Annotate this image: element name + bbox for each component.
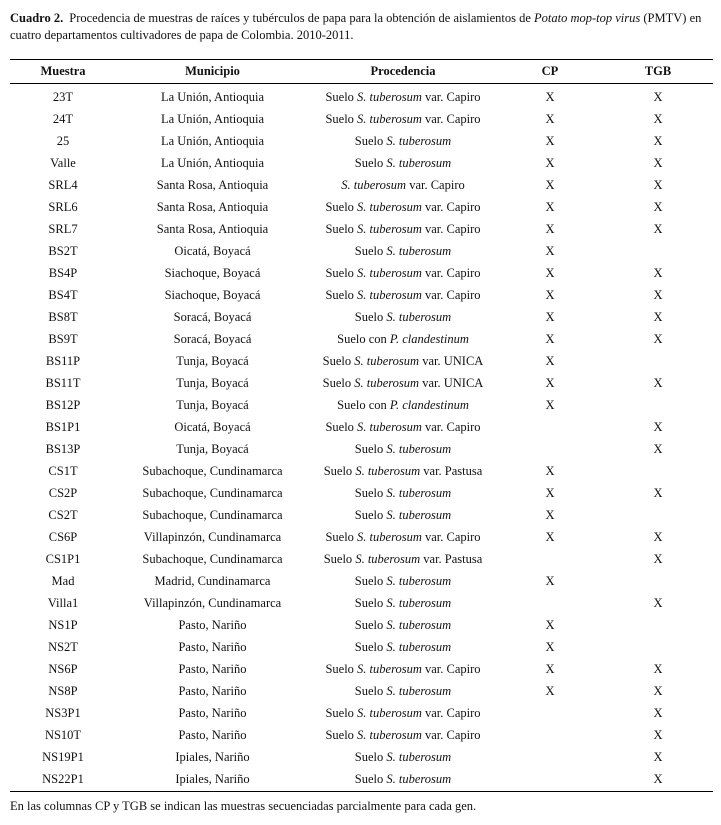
table-row [10,768,713,792]
header-row [10,60,713,84]
cell-municipio: La Unión, Antioquia [160,111,265,126]
cell-municipio: Subachoque, Cundinamarca [142,485,283,500]
procedencia-species: S. tuberosum [386,485,452,500]
cell-municipio: Subachoque, Cundinamarca [142,463,283,478]
cell-tgb: X [653,265,663,280]
cell-procedencia [309,306,497,328]
procedencia-suffix: var. Capiro [406,177,465,192]
procedencia-suffix: var. Pastusa [420,463,483,478]
procedencia-prefix: Suelo [354,683,387,698]
cell-muestra: CS2T [48,507,78,522]
procedencia-species: S. tuberosum [355,551,421,566]
cell-tgb: X [653,683,663,698]
header-muestra: Muestra [10,60,116,84]
procedencia-prefix: Suelo [325,111,358,126]
cell-procedencia [309,592,497,614]
cell-muestra: NS3P1 [45,705,81,720]
cell-tgb: X [653,441,663,456]
cell-municipio: Soracá, Boyacá [173,309,252,324]
cell-procedencia [309,350,497,372]
procedencia-suffix: var. Capiro [421,265,481,280]
cell-tgb: X [653,155,663,170]
cell-tgb [603,240,713,262]
table-caption [10,10,713,44]
table-row [10,196,713,218]
procedencia-suffix: var. Capiro [421,287,481,302]
cell-muestra: Valle [50,155,76,170]
table-row [10,680,713,702]
cell-tgb [603,350,713,372]
cell-procedencia [309,504,497,526]
cell-cp: X [545,89,555,104]
cell-tgb [603,504,713,526]
cell-tgb: X [653,595,663,610]
cell-muestra: BS12P [45,397,81,412]
table-row [10,262,713,284]
procedencia-species: S. tuberosum [386,507,452,522]
caption-text-before: Procedencia de muestras de raíces y tubérculos de papa para la obtención de aislamientos de [69,11,535,25]
table-row [10,438,713,460]
procedencia-suffix: var. Capiro [421,89,481,104]
cell-procedencia [309,394,497,416]
cell-procedencia [309,768,497,792]
procedencia-suffix: var. Pastusa [420,551,483,566]
cell-muestra: NS6P [48,661,78,676]
cell-muestra: BS9T [48,331,78,346]
cell-tgb: X [653,727,663,742]
procedencia-species: S. tuberosum [357,89,422,104]
procedencia-prefix: Suelo [325,727,358,742]
cell-municipio: La Unión, Antioquia [160,89,265,104]
table-row [10,284,713,306]
table-row [10,174,713,196]
cell-muestra: CS2P [48,485,78,500]
cell-cp: X [545,639,555,654]
cell-procedencia [309,130,497,152]
cell-cp: X [545,287,555,302]
cell-municipio: Villapinzón, Cundinamarca [143,529,282,544]
procedencia-suffix: var. Capiro [421,111,481,126]
procedencia-suffix: var. Capiro [421,727,481,742]
procedencia-suffix: var. Capiro [421,221,481,236]
cell-cp [497,702,603,724]
cell-tgb: X [653,287,663,302]
procedencia-suffix: var. UNICA [419,375,484,390]
table-row [10,328,713,350]
table-row [10,658,713,680]
cell-municipio: Subachoque, Cundinamarca [142,551,283,566]
cell-tgb: X [653,89,663,104]
table-row [10,724,713,746]
procedencia-suffix: var. UNICA [419,353,484,368]
procedencia-prefix: Suelo [325,221,358,236]
cell-tgb: X [653,705,663,720]
cell-municipio: Oicatá, Boyacá [174,419,251,434]
cell-muestra: NS2T [48,639,78,654]
cell-cp: X [545,353,555,368]
cell-cp: X [545,573,555,588]
cell-tgb: X [653,529,663,544]
cell-muestra: BS4P [48,265,78,280]
procedencia-species: S. tuberosum [386,133,452,148]
cell-procedencia [309,724,497,746]
cell-municipio: Subachoque, Cundinamarca [142,507,283,522]
cell-procedencia [309,746,497,768]
cell-cp [497,746,603,768]
cell-municipio: Santa Rosa, Antioquia [156,199,269,214]
cell-muestra: NS1P [48,617,78,632]
cell-procedencia [309,218,497,240]
procedencia-prefix: Suelo [325,419,358,434]
cell-tgb: X [653,331,663,346]
cell-cp: X [545,331,555,346]
cell-muestra: CS1P1 [45,551,81,566]
cell-muestra: NS22P1 [42,772,84,786]
table-row [10,504,713,526]
cell-tgb: X [653,485,663,500]
caption-text-after: (PMTV) en cuatro departamentos cultivadores de papa de Colombia. 2010-2011. [10,11,702,42]
procedencia-prefix: Suelo con [337,397,390,412]
cell-tgb [603,636,713,658]
procedencia-prefix: Suelo [323,463,356,478]
cell-muestra: SRL7 [48,221,78,236]
table-row [10,108,713,130]
cell-cp: X [545,111,555,126]
procedencia-species: S. tuberosum [357,111,422,126]
procedencia-species: S. tuberosum [355,463,421,478]
cell-municipio: Oicatá, Boyacá [174,243,251,258]
cell-tgb [603,614,713,636]
cell-muestra: SRL6 [48,199,78,214]
cell-muestra: BS4T [48,287,78,302]
procedencia-species: S. tuberosum [341,177,407,192]
cell-muestra: BS8T [48,309,78,324]
procedencia-prefix: Suelo [325,265,358,280]
cell-cp: X [545,661,555,676]
cell-tgb [603,570,713,592]
cell-municipio: Pasto, Nariño [178,705,247,720]
table-row [10,84,713,109]
procedencia-species: S. tuberosum [357,287,422,302]
procedencia-species: S. tuberosum [386,441,452,456]
table-footnote: En las columnas CP y TGB se indican las muestras secuenciadas parcialmente para cada gen. [10,799,477,813]
cell-cp [497,416,603,438]
procedencia-species: S. tuberosum [357,419,422,434]
procedencia-species: S. tuberosum [357,265,422,280]
cell-muestra: SRL4 [48,177,78,192]
procedencia-prefix: Suelo [354,441,387,456]
cell-muestra: Mad [51,573,75,588]
cell-muestra: CS6P [48,529,78,544]
procedencia-species: S. tuberosum [386,595,452,610]
procedencia-prefix: Suelo [354,133,387,148]
procedencia-prefix: Suelo [354,617,387,632]
procedencia-species: S. tuberosum [357,705,422,720]
procedencia-prefix: Suelo [354,243,387,258]
cell-cp [497,438,603,460]
procedencia-suffix: var. Capiro [421,419,481,434]
table-row [10,130,713,152]
procedencia-suffix: var. Capiro [421,529,481,544]
cell-cp [497,768,603,792]
procedencia-suffix: var. Capiro [421,705,481,720]
cell-muestra: NS10T [44,727,82,742]
table-row [10,350,713,372]
procedencia-prefix: Suelo [325,529,358,544]
table-row [10,218,713,240]
procedencia-species: S. tuberosum [386,573,452,588]
samples-table [10,59,713,792]
procedencia-prefix: Suelo [325,287,358,302]
cell-muestra: 24T [52,111,74,126]
table-row [10,636,713,658]
cell-municipio: Madrid, Cundinamarca [154,573,271,588]
cell-cp: X [545,221,555,236]
cell-tgb: X [653,375,663,390]
cell-procedencia [309,284,497,306]
header-procedencia: Procedencia [309,60,497,84]
cell-procedencia [309,636,497,658]
cell-procedencia [309,108,497,130]
cell-tgb: X [653,177,663,192]
procedencia-prefix: Suelo [354,155,387,170]
cell-cp [497,592,603,614]
procedencia-species: S. tuberosum [386,683,452,698]
table-row [10,460,713,482]
cell-tgb: X [653,419,663,434]
procedencia-suffix: var. Capiro [421,199,481,214]
procedencia-prefix: Suelo [354,749,387,764]
cell-municipio: Pasto, Nariño [178,661,247,676]
cell-cp: X [545,375,555,390]
table-row [10,394,713,416]
procedencia-species: S. tuberosum [386,749,452,764]
cell-muestra: CS1T [48,463,78,478]
procedencia-species: S. tuberosum [357,661,422,676]
table-row [10,372,713,394]
cell-municipio: Pasto, Nariño [178,727,247,742]
cell-muestra: BS2T [48,243,78,258]
cell-cp: X [545,529,555,544]
procedencia-prefix: Suelo [322,353,355,368]
cell-cp: X [545,309,555,324]
table-row [10,526,713,548]
procedencia-species: P. clandestinum [389,397,469,412]
cell-cp [497,724,603,746]
cell-procedencia [309,174,497,196]
cell-cp: X [545,507,555,522]
cell-tgb: X [653,749,663,764]
cell-cp: X [545,265,555,280]
cell-municipio: Ipiales, Nariño [175,772,250,786]
procedencia-species: S. tuberosum [357,727,422,742]
table-body [10,84,713,792]
cell-cp: X [545,683,555,698]
cell-municipio: Pasto, Nariño [178,617,247,632]
cell-municipio: Pasto, Nariño [178,683,247,698]
cell-municipio: Pasto, Nariño [178,639,247,654]
cell-procedencia [309,658,497,680]
table-row [10,548,713,570]
cell-procedencia [309,614,497,636]
procedencia-species: S. tuberosum [357,221,422,236]
cell-procedencia [309,548,497,570]
cell-procedencia [309,372,497,394]
cell-procedencia [309,482,497,504]
cell-municipio: La Unión, Antioquia [160,133,265,148]
cell-muestra: BS13P [45,441,81,456]
cell-procedencia [309,526,497,548]
cell-tgb: X [653,111,663,126]
cell-cp: X [545,485,555,500]
cell-cp: X [545,617,555,632]
cell-municipio: Siachoque, Boyacá [164,287,261,302]
procedencia-prefix: Suelo [354,639,387,654]
procedencia-prefix: Suelo con [337,331,390,346]
cell-cp: X [545,463,555,478]
header-cp: CP [497,60,603,84]
procedencia-prefix: Suelo [354,573,387,588]
table-row [10,702,713,724]
cell-tgb: X [653,133,663,148]
cell-cp: X [545,155,555,170]
header-tgb: TGB [603,60,713,84]
table-row [10,306,713,328]
header-municipio: Municipio [116,60,309,84]
procedencia-prefix: Suelo [325,705,358,720]
cell-cp: X [545,199,555,214]
cell-municipio: Tunja, Boyacá [176,441,249,456]
cell-tgb: X [653,199,663,214]
cell-municipio: Villapinzón, Cundinamarca [143,595,282,610]
cell-muestra: 25 [56,133,70,148]
cell-tgb [603,394,713,416]
cell-procedencia [309,152,497,174]
procedencia-species: S. tuberosum [386,617,452,632]
cell-muestra: BS11T [45,375,81,390]
cell-muestra: 23T [52,89,74,104]
table-row [10,482,713,504]
procedencia-prefix: Suelo [354,309,387,324]
cell-cp: X [545,177,555,192]
procedencia-prefix: Suelo [325,661,358,676]
cell-procedencia [309,570,497,592]
procedencia-species: S. tuberosum [357,529,422,544]
caption-virus-name: Potato mop-top virus [534,11,641,25]
procedencia-prefix: Suelo [354,595,387,610]
cell-muestra: NS19P1 [42,749,84,764]
cell-procedencia [309,702,497,724]
cell-municipio: Santa Rosa, Antioquia [156,221,269,236]
cell-procedencia [309,680,497,702]
table-row [10,152,713,174]
cell-tgb: X [653,309,663,324]
procedencia-species: S. tuberosum [386,155,452,170]
cell-municipio: Soracá, Boyacá [173,331,252,346]
cell-tgb: X [653,551,663,566]
cell-procedencia [309,416,497,438]
procedencia-prefix: Suelo [354,772,387,786]
cell-procedencia [309,84,497,109]
procedencia-prefix: Suelo [354,507,387,522]
cell-muestra: NS8P [48,683,78,698]
procedencia-prefix: Suelo [325,89,358,104]
cell-cp: X [545,243,555,258]
cell-municipio: Santa Rosa, Antioquia [156,177,269,192]
procedencia-species: P. clandestinum [389,331,469,346]
procedencia-species: S. tuberosum [386,243,452,258]
table-row [10,570,713,592]
cell-muestra: BS1P1 [45,419,81,434]
procedencia-species: S. tuberosum [354,353,420,368]
cell-procedencia [309,262,497,284]
procedencia-prefix: Suelo [354,485,387,500]
cell-procedencia [309,438,497,460]
table-row [10,592,713,614]
cell-municipio: Tunja, Boyacá [176,353,249,368]
procedencia-species: S. tuberosum [386,309,452,324]
table-row [10,240,713,262]
cell-cp [497,548,603,570]
procedencia-suffix: var. Capiro [421,661,481,676]
procedencia-species: S. tuberosum [386,772,452,786]
table-row [10,746,713,768]
cell-tgb: X [653,772,663,786]
cell-municipio: Tunja, Boyacá [176,397,249,412]
procedencia-species: S. tuberosum [354,375,420,390]
cell-municipio: Ipiales, Nariño [175,749,250,764]
cell-procedencia [309,328,497,350]
caption-label: Cuadro 2. [10,11,64,25]
cell-muestra: Villa1 [47,595,79,610]
cell-municipio: La Unión, Antioquia [160,155,265,170]
table-header [10,60,713,84]
procedencia-species: S. tuberosum [386,639,452,654]
cell-tgb [603,460,713,482]
procedencia-species: S. tuberosum [357,199,422,214]
cell-procedencia [309,240,497,262]
cell-tgb: X [653,221,663,236]
cell-procedencia [309,196,497,218]
procedencia-prefix: Suelo [322,375,355,390]
cell-procedencia [309,460,497,482]
cell-cp: X [545,397,555,412]
cell-tgb: X [653,661,663,676]
procedencia-prefix: Suelo [323,551,356,566]
cell-municipio: Siachoque, Boyacá [164,265,261,280]
table-row [10,416,713,438]
cell-cp: X [545,133,555,148]
procedencia-prefix: Suelo [325,199,358,214]
table-row [10,614,713,636]
cell-municipio: Tunja, Boyacá [176,375,249,390]
cell-muestra: BS11P [45,353,81,368]
